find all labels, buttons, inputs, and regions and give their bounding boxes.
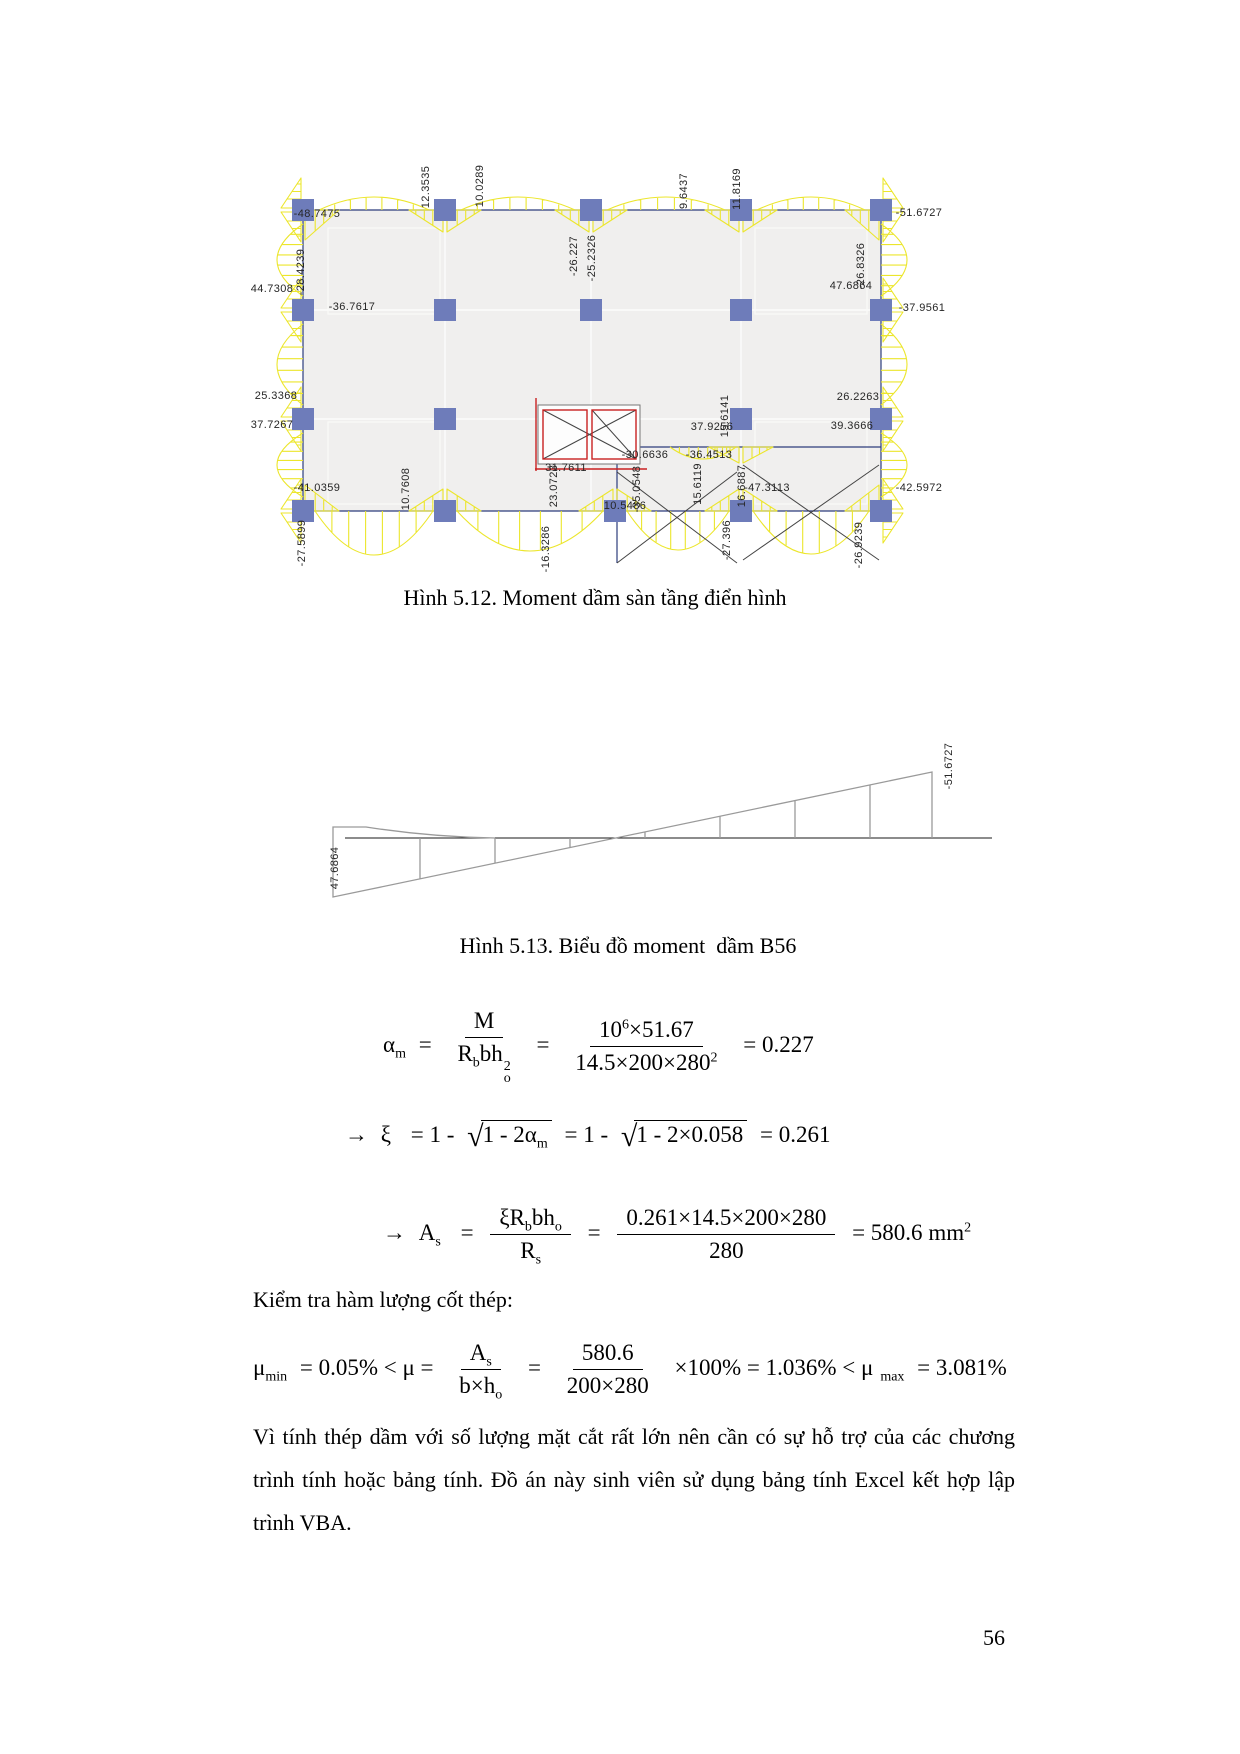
result-value: = 0.261 bbox=[759, 1122, 831, 1147]
moment-value-label: 16.6887 bbox=[736, 464, 748, 508]
column-marker bbox=[434, 408, 456, 430]
moment-value-label: -26.8326 bbox=[855, 242, 867, 290]
moment-value-label: 47.6864 bbox=[329, 846, 341, 890]
paragraph: Vì tính thép dầm với số lượng mặt cắt rất lớn nên cần có sự hỗ trợ của các chương trình tính hoặc bảng tính. Đồ án này sinh viên sử dụng bảng tính Excel kết hợp lập trình VBA. bbox=[253, 1424, 1015, 1535]
moment-value-label: 9.6437 bbox=[678, 172, 690, 210]
moment-value-label: -51.6727 bbox=[943, 742, 955, 790]
column-marker bbox=[580, 299, 602, 321]
moment-value-label: -41.0359 bbox=[293, 482, 341, 494]
moment-value-label: 15.6119 bbox=[692, 463, 704, 505]
moment-value-label: -36.4513 bbox=[685, 449, 733, 461]
moment-value-label: 10.0289 bbox=[474, 164, 486, 208]
fraction-numeric: $\frac{580.6}{200\times 280}$ bbox=[566, 1340, 649, 1398]
alpha-sub: m bbox=[395, 1046, 406, 1062]
formula-alpha-m bbox=[383, 1008, 821, 1085]
moment-value-label: -42.5972 bbox=[895, 482, 943, 494]
check-text: Kiểm tra hàm lượng cốt thép: bbox=[253, 1287, 513, 1312]
column-marker bbox=[434, 199, 456, 221]
radical-sign: √ bbox=[620, 1120, 638, 1153]
moment-value-label: -16.3286 bbox=[540, 525, 552, 573]
figure-caption-5-12: Hình 5.12. Moment dầm sàn tầng điển hình bbox=[403, 585, 787, 610]
moment-value-label: 37.7267 bbox=[250, 419, 294, 431]
equals: = bbox=[528, 1354, 541, 1380]
moment-value-label: 26.2263 bbox=[836, 391, 880, 403]
column-marker bbox=[434, 500, 456, 522]
moment-value-label: 10.5486 bbox=[603, 500, 647, 512]
alpha-symbol: α bbox=[383, 1031, 396, 1057]
xi-symbol: ξ bbox=[380, 1122, 392, 1147]
figure-caption-5-13: Hình 5.13. Biểu đồ moment dầm B56 bbox=[459, 933, 797, 958]
column-marker bbox=[870, 408, 892, 430]
moment-envelope bbox=[333, 772, 932, 897]
equals: = bbox=[536, 1031, 550, 1057]
fraction-symbolic: $\frac{\xi R_bbh_o}{R_s}$ bbox=[490, 1205, 571, 1264]
moment-value-label: -27.396 bbox=[721, 519, 733, 561]
fraction-numeric: $\frac{0.261\times 14.5\times 200\times 280}{280}$ bbox=[617, 1205, 835, 1264]
moment-value-label: -51.6727 bbox=[895, 207, 943, 219]
moment-value-label: 47.6864 bbox=[829, 280, 873, 292]
equals: = bbox=[460, 1219, 474, 1245]
equals: = bbox=[418, 1031, 432, 1057]
column-marker bbox=[292, 408, 314, 430]
result-value: = 580.6 $mm^2$ bbox=[852, 1219, 972, 1245]
column-marker bbox=[870, 299, 892, 321]
column-marker bbox=[730, 299, 752, 321]
column-marker bbox=[580, 199, 602, 221]
beam-moment-diagram bbox=[280, 710, 1000, 940]
formula-mu: $\mu_{min} = 0.05\% < \mu$ = $\frac{A_s}{b\times h_o}$ = $\frac{580.6}{200\times 280}$ ×100% = 1.036% < μ $_{max}$ = 3.081% bbox=[253, 1340, 1007, 1403]
arrow: → bbox=[383, 1219, 406, 1245]
page-number: 56 bbox=[983, 1625, 1005, 1650]
column-marker bbox=[434, 299, 456, 321]
column-marker bbox=[870, 500, 892, 522]
floor-moment-diagram bbox=[240, 150, 1000, 595]
column-marker bbox=[292, 500, 314, 522]
moment-value-label: 31.7611 bbox=[545, 462, 587, 474]
moment-value-label: -37.9561 bbox=[898, 302, 946, 314]
moment-value-label: -48.7475 bbox=[293, 208, 341, 220]
moment-value-label: -27.5899 bbox=[296, 519, 308, 567]
moment-value-label: 12.3535 bbox=[420, 165, 432, 209]
radicand: 1 - 2×0.058 bbox=[634, 1120, 747, 1147]
radicand: $1 - 2\alpha_m$ bbox=[481, 1120, 552, 1147]
radical-sign: √ bbox=[467, 1120, 484, 1153]
moment-value-label: -47.3113 bbox=[744, 482, 790, 494]
equals: = bbox=[587, 1219, 601, 1245]
moment-value-label: -35.0548 bbox=[631, 465, 643, 513]
fraction-symbolic: $\frac{A_s}{b\times h_o}$ bbox=[459, 1340, 503, 1403]
moment-value-label: 44.7308 bbox=[250, 283, 294, 295]
moment-value-label: -36.7617 bbox=[328, 301, 376, 313]
moment-value-label: 37.9256 bbox=[690, 421, 734, 433]
moment-value-label: 23.0723 bbox=[548, 464, 560, 508]
fraction-numeric: $\frac{10^6\times 51.67}{14.5\times 200\times 280^2}$ bbox=[575, 1017, 718, 1075]
moment-value-label: -30.6636 bbox=[621, 449, 669, 461]
moment-value-label: 25.3368 bbox=[254, 390, 298, 402]
moment-value-label: -26.9239 bbox=[853, 521, 865, 569]
moment-value-label: 15.6141 bbox=[719, 394, 731, 438]
formula-as: → $A_s$ = $\frac{\xi R_bbh_o}{R_s}$ = $\frac{0.261\times 14.5\times 200\times 280}{280}$ = 580.6 $mm^2$ bbox=[383, 1205, 972, 1268]
formula-xi: → $\xi = 1 - √1 - 2\alpha_m = 1 - √1 - 2\times 0.058 = 0.261$ bbox=[345, 1120, 831, 1153]
mu-symbol: μ bbox=[253, 1354, 266, 1380]
moment-value-label: -25.2326 bbox=[586, 234, 598, 282]
moment-value-label: 39.3666 bbox=[830, 420, 874, 432]
result-value: = 0.227 bbox=[743, 1031, 814, 1057]
arrow: → bbox=[345, 1122, 368, 1147]
column-marker bbox=[730, 408, 752, 430]
moment-value-label: 10.7608 bbox=[400, 467, 412, 511]
column-marker bbox=[870, 199, 892, 221]
moment-value-label: -26.227 bbox=[568, 235, 580, 277]
result-value: = 3.081% bbox=[917, 1354, 1007, 1380]
column-marker bbox=[292, 299, 314, 321]
moment-value-label: 11.8169 bbox=[731, 168, 743, 210]
fraction-symbolic: M $R_bbh$ 2 o bbox=[457, 1008, 511, 1086]
moment-value-label: -28.4239 bbox=[295, 248, 307, 296]
